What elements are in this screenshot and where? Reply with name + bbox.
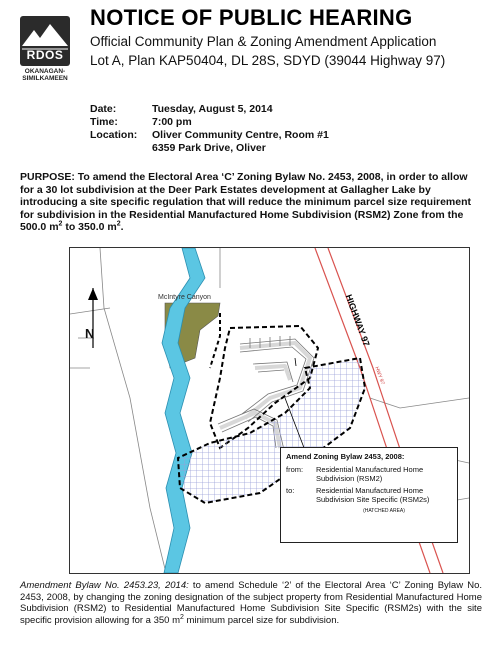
park-label: McIntyre Canyon xyxy=(158,294,211,301)
to-key: to: xyxy=(286,486,295,495)
property-description: Lot A, Plan KAP50404, DL 28S, SDYD (39044 Highway 97) xyxy=(90,53,446,68)
purpose-sup2: 2 xyxy=(116,220,121,228)
location-label: Location: xyxy=(90,129,138,141)
location-value-line1: Oliver Community Centre, Room #1 xyxy=(152,129,329,141)
logo-region-line1: OKANAGAN- xyxy=(24,68,66,75)
location-value-line2: 6359 Park Drive, Oliver xyxy=(152,142,266,154)
amendment-bylaw-paragraph xyxy=(20,580,482,626)
from-value: Residential Manufactured Home Subdivision (RSM2) xyxy=(316,465,424,483)
logo-region xyxy=(8,68,82,82)
purpose-label: PURPOSE: xyxy=(20,171,75,183)
time-label: Time: xyxy=(90,116,118,128)
amendment-from xyxy=(286,465,452,483)
date-value: Tuesday, August 5, 2014 xyxy=(152,103,273,115)
purpose-text-a: To amend the Electoral Area ‘C’ Zoning Bylaw No. 2453, 2008, in order to allow for a 30 lot subdivision at the Deer Park Estates development at Gallagher Lake by introducing a site specific regulation that will reduce the minimum parcel size requirement for subdivision in the Residential Manufactured Home Subdivision (RSM2) Zone from the 500.0 m xyxy=(20,171,472,233)
logo-region-line2: SIMILKAMEEN xyxy=(22,75,68,82)
header xyxy=(0,0,498,92)
rdos-logo xyxy=(8,8,82,84)
purpose-text-b: to 350.0 m xyxy=(62,221,117,233)
footer-sup: 2 xyxy=(180,613,184,621)
purpose-paragraph xyxy=(20,171,482,234)
amendment-to xyxy=(286,486,452,504)
logo-text: RDOS xyxy=(26,48,64,62)
amendment-title: Amend Zoning Bylaw 2453, 2008: xyxy=(286,452,405,461)
purpose-sup1: 2 xyxy=(58,220,63,228)
highway-small-label: HWY 97 xyxy=(373,366,386,386)
amendment-legend xyxy=(280,447,458,543)
page-subtitle: Official Community Plan & Zoning Amendment Application xyxy=(90,34,437,49)
footer-italic-lead: Amendment Bylaw No. 2453.23, 2014: xyxy=(20,580,189,591)
footer-text-b: minimum parcel size for subdivision. xyxy=(183,614,340,626)
to-value: Residential Manufactured Home Subdivision Site Specific (RSM2s) xyxy=(316,486,430,504)
from-key: from: xyxy=(286,465,304,474)
footer-text-a: to amend Schedule ‘2’ of the Electoral Area ‘C’ Zoning Bylaw No. 2453, 2008, by changing the zoning designation of the subject property from Residential Manufactured Home Subdivision (RSM2) to Residential Manufactured Home Subdivision Site Specific (RSM2s) with the site specific provision allowing for a 350 m xyxy=(20,580,483,626)
time-value: 7:00 pm xyxy=(152,116,192,128)
page-title: NOTICE OF PUBLIC HEARING xyxy=(90,5,413,30)
highway-label: HIGHWAY 97 xyxy=(343,293,372,348)
purpose-text-c: . xyxy=(120,221,124,233)
hatched-note: (HATCHED AREA) xyxy=(363,508,405,514)
site-map xyxy=(69,247,470,574)
date-label: Date: xyxy=(90,103,117,115)
north-label: N xyxy=(85,326,95,341)
